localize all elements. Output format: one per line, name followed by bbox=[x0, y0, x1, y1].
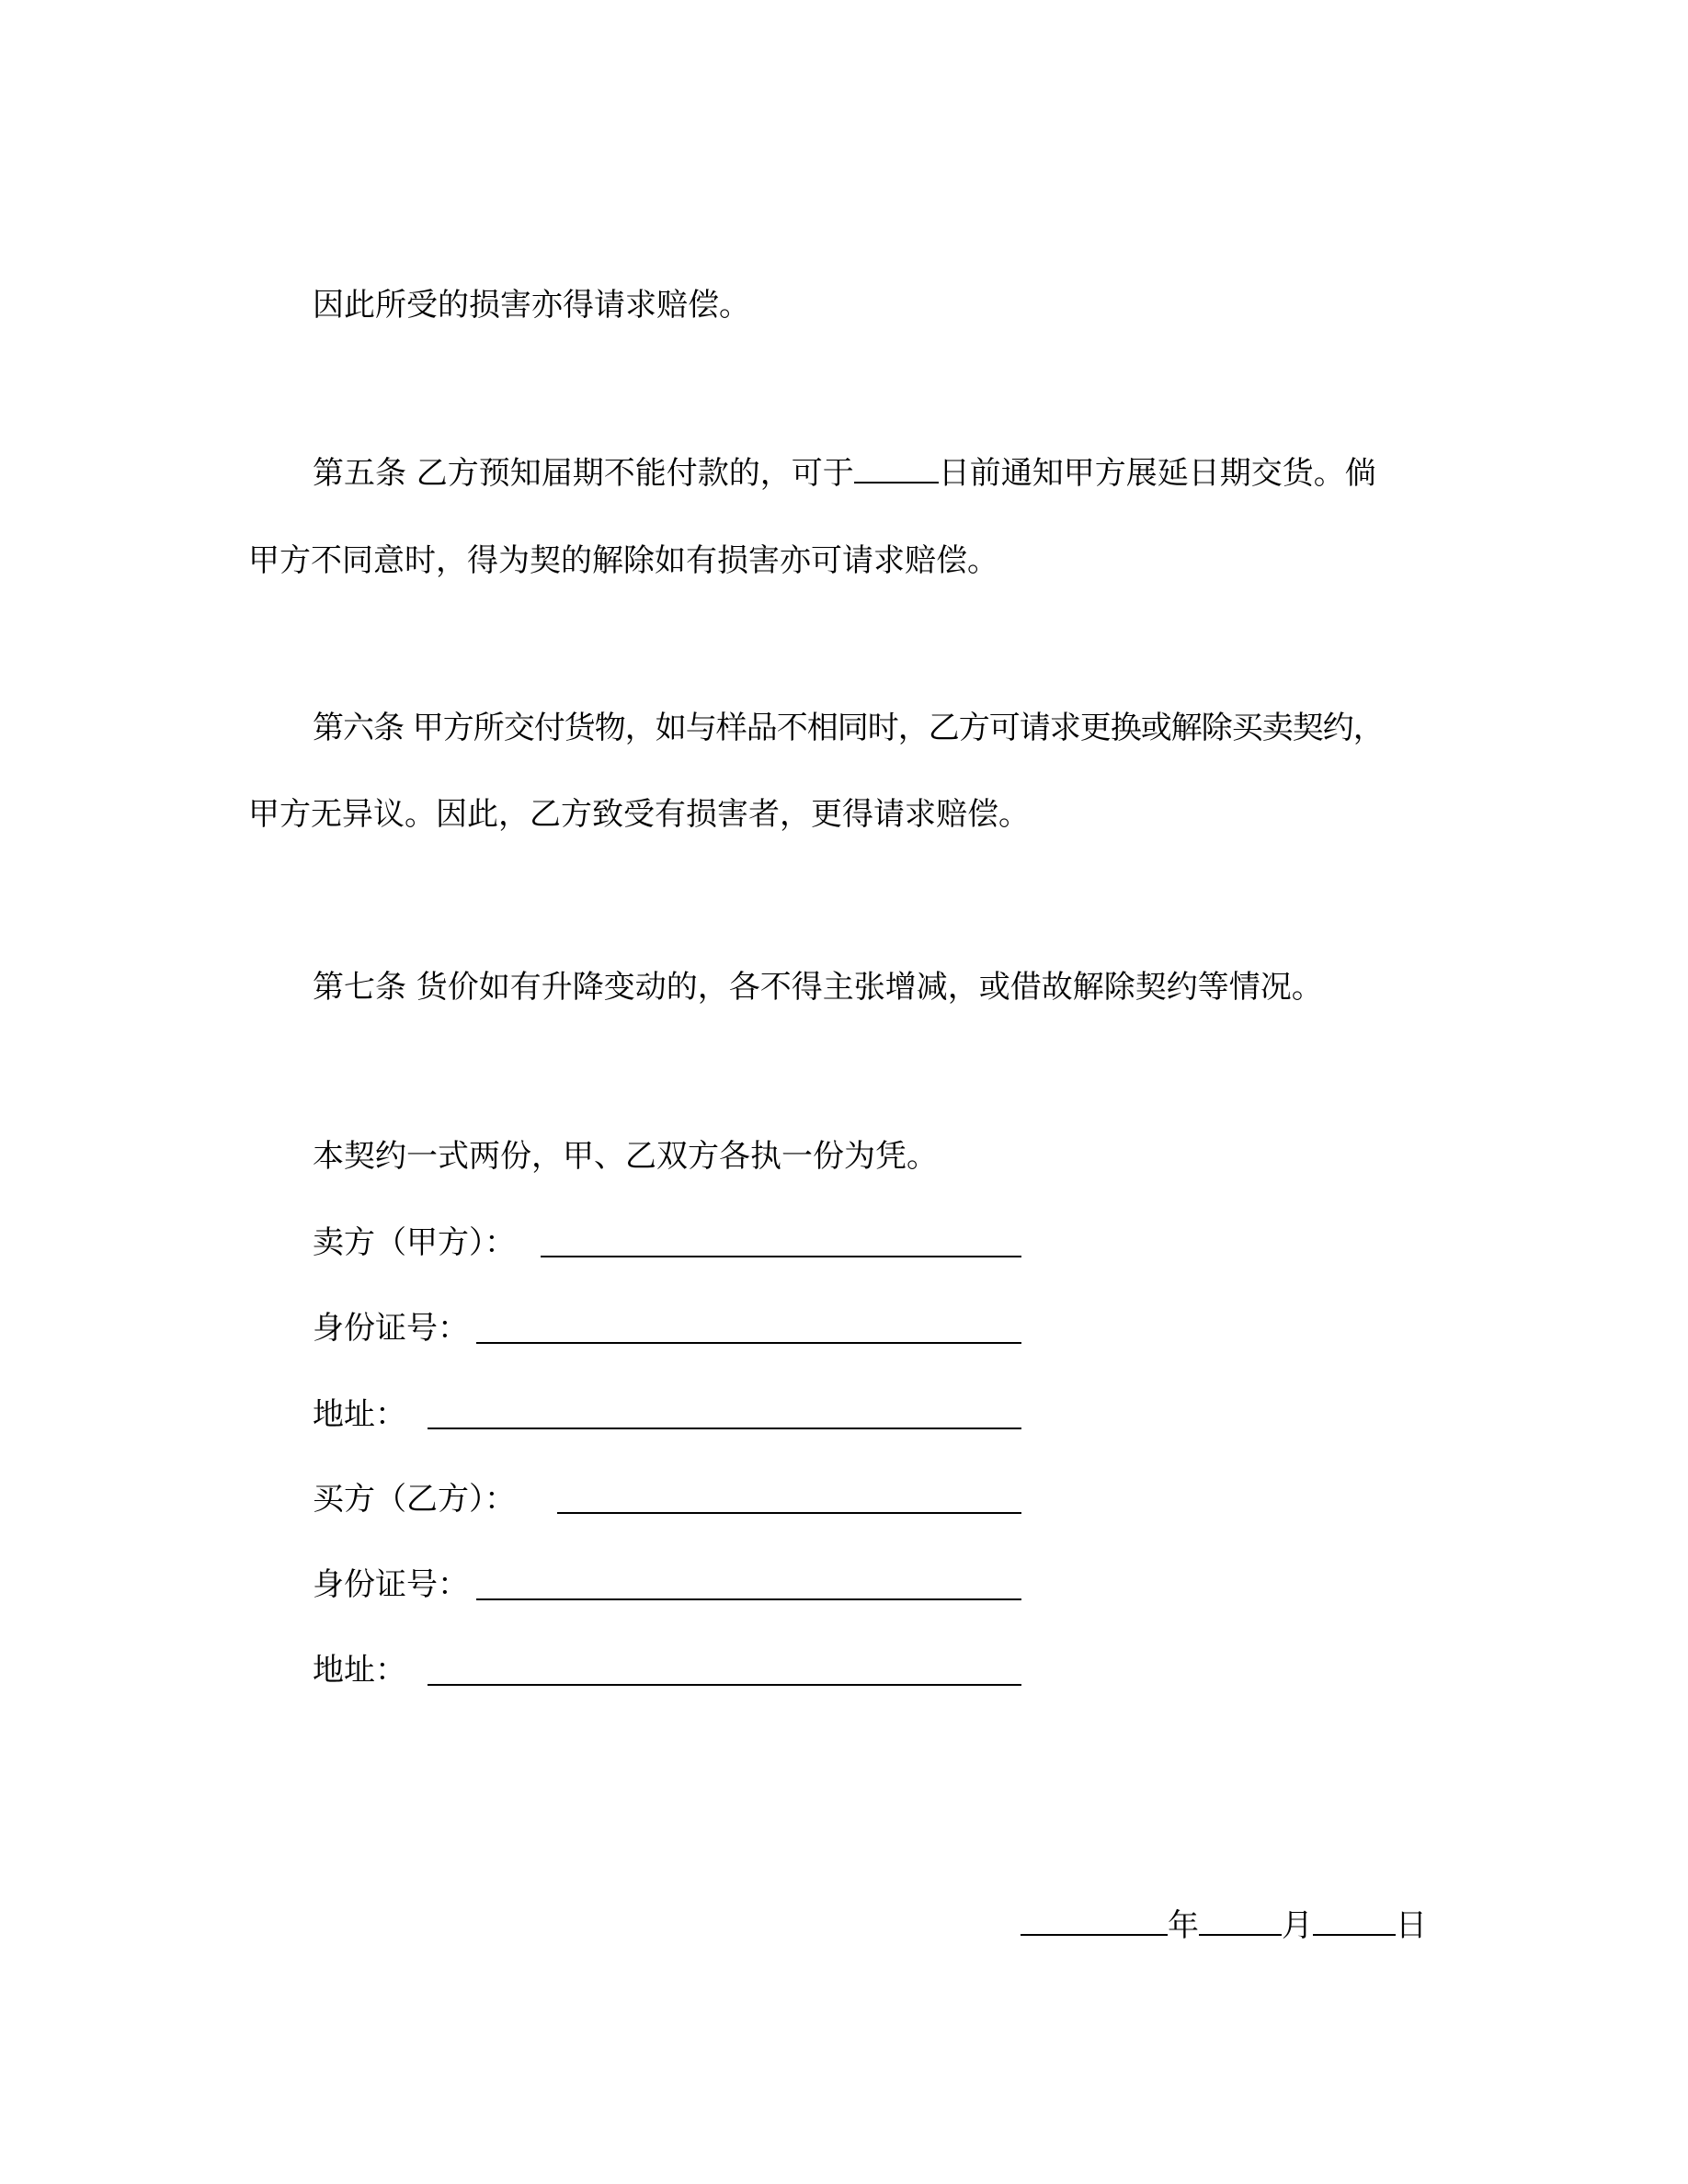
seller-address-label: 地址： bbox=[313, 1396, 406, 1433]
article-6-line-1: 第六条 甲方所交付货物，如与样品不相同时，乙方可请求更换或解除买卖契约， bbox=[313, 710, 1384, 746]
month-blank[interactable] bbox=[1199, 1908, 1282, 1936]
copies-statement: 本契约一式两份，甲、乙双方各执一份为凭。 bbox=[313, 1138, 938, 1175]
day-label: 日 bbox=[1396, 1907, 1427, 1944]
article-5-prefix: 第五条 乙方预知届期不能付款的，可于 bbox=[313, 455, 854, 492]
buyer-id-field[interactable] bbox=[476, 1598, 1021, 1600]
article-5-suffix: 日前通知甲方展延日期交货。倘 bbox=[938, 455, 1376, 492]
seller-id-label: 身份证号： bbox=[313, 1310, 469, 1347]
buyer-id-label: 身份证号： bbox=[313, 1566, 469, 1603]
seller-name-field[interactable] bbox=[541, 1256, 1021, 1257]
buyer-address-label: 地址： bbox=[313, 1652, 406, 1689]
date-line bbox=[1021, 1907, 1427, 1944]
buyer-label: 买方（乙方）： bbox=[313, 1481, 516, 1518]
article-5-line-2: 甲方不同意时，得为契的解除如有损害亦可请求赔偿。 bbox=[248, 542, 998, 579]
year-blank[interactable] bbox=[1021, 1908, 1168, 1936]
month-label: 月 bbox=[1282, 1907, 1313, 1944]
seller-id-field[interactable] bbox=[476, 1342, 1021, 1344]
days-blank[interactable] bbox=[854, 456, 939, 483]
year-label: 年 bbox=[1168, 1907, 1199, 1944]
article-5-line-1 bbox=[313, 455, 1376, 492]
paragraph-continuation: 因此所受的损害亦得请求赔偿。 bbox=[313, 287, 750, 324]
buyer-name-field[interactable] bbox=[557, 1512, 1021, 1514]
day-blank[interactable] bbox=[1313, 1908, 1396, 1936]
seller-label: 卖方（甲方）： bbox=[313, 1224, 516, 1261]
buyer-address-field[interactable] bbox=[428, 1684, 1021, 1686]
article-7-line-1: 第七条 货价如有升降变动的，各不得主张增减，或借故解除契约等情况。 bbox=[313, 969, 1323, 1006]
seller-address-field[interactable] bbox=[428, 1428, 1021, 1429]
article-6-line-2: 甲方无异议。因此，乙方致受有损害者，更得请求赔偿。 bbox=[248, 796, 1030, 833]
